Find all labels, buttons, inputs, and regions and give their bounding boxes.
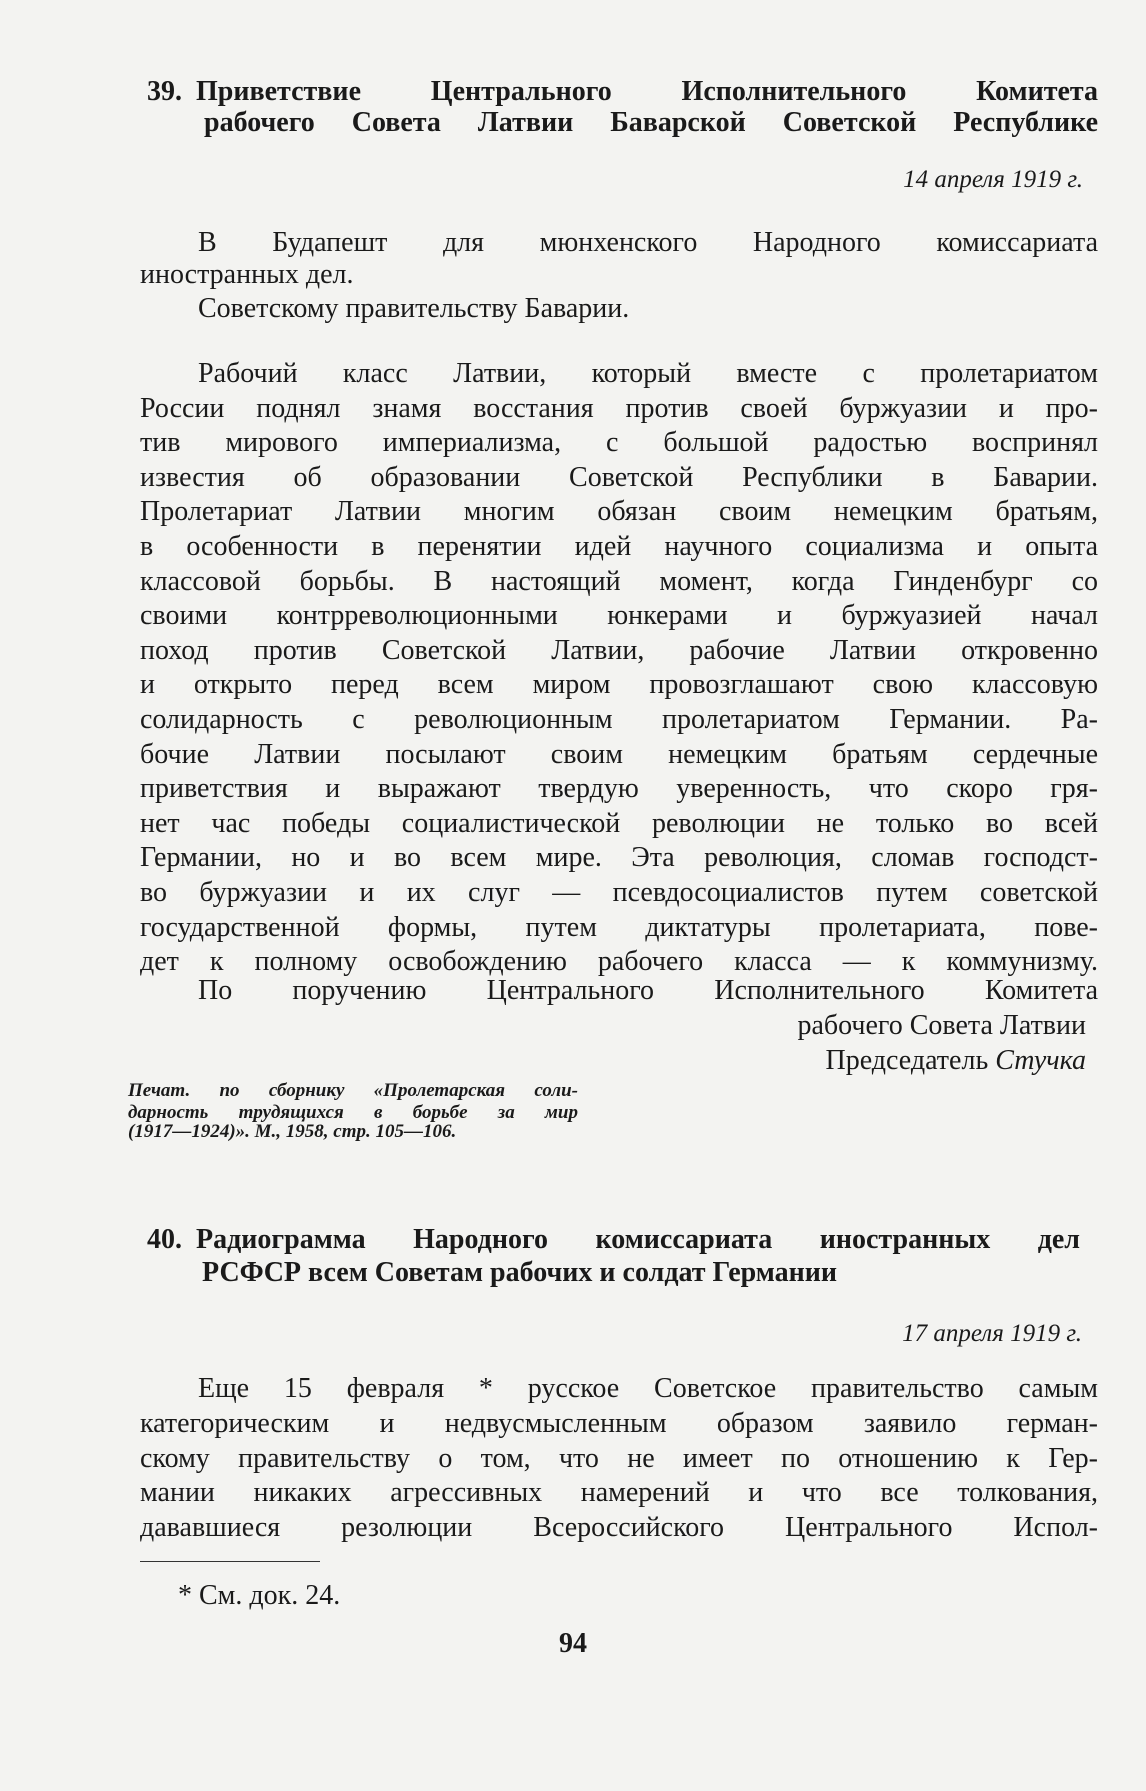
body-line: бочие Латвии посылают своим немецким братьям сердечные [140,738,1098,770]
body-line: Рабочий класс Латвии, который вместе с пролетариатом [198,358,1098,389]
body-line: в особенности в перенятии идей научного социализма и опыта [140,531,1098,562]
signer-name: Стучка [995,1045,1086,1076]
doc39-date: 14 апреля 1919 г. [903,166,1083,193]
doc40-number: 40. [147,1224,182,1255]
source-note-line: дарность трудящихся в борьбе за мир [128,1102,578,1123]
doc39-title-line: рабочего Совета Латвии Баварской Советской Республике [204,107,1098,138]
signature-line: По поручению Центрального Исполнительного Комитета [198,975,1098,1006]
body-line: во буржуазии и их слуг — псевдосоциалистов путем советской [140,877,1098,908]
source-note-line: (1917—1924)». М., 1958, стр. 105—106. [128,1121,457,1142]
footnote: * См. док. 24. [178,1580,341,1611]
footnote-divider [140,1561,320,1562]
body-line: солидарность с революционным пролетариатом Германии. Ра- [140,704,1098,735]
source-note-line: Печат. по сборнику «Пролетарская соли- [128,1080,578,1101]
body-line: Пролетариат Латвии многим обязан своим немецким братьям, [140,496,1098,528]
body-line: России поднял знамя восстания против своей буржуазии и про- [140,392,1098,424]
body-line: классовой борьбы. В настоящий момент, когда Гинденбург со [140,565,1098,597]
body-line: Еще 15 февраля * русское Советское правительство самым [198,1373,1098,1404]
body-line: своими контрреволюционными юнкерами и буржуазией начал [140,600,1098,632]
body-line: категорическим и недвусмысленным образом заявило герман- [140,1407,1098,1439]
doc39-number: 39. [147,76,182,107]
signer-title: Председатель [825,1045,989,1076]
body-line: скому правительству о том, что не имеет по отношению к Гер- [140,1442,1098,1474]
body-line: тив мирового империализма, с большой радостью воспринял [140,427,1098,459]
signature-line: рабочего Совета Латвии [797,1010,1086,1041]
doc40-date: 17 апреля 1919 г. [902,1320,1082,1347]
body-line: нет час победы социалистической революции не только во всей [140,807,1098,839]
body-line: и открыто перед всем миром провозглашают свою классовую [140,669,1098,701]
page-number: 94 [559,1628,587,1659]
address-line: В Будапешт для мюнхенского Народного комиссариата [198,227,1098,258]
body-line: государственной формы, путем диктатуры пролетариата, пове- [140,911,1098,943]
body-line: известия об образовании Советской Республики в Баварии. [140,461,1098,493]
body-line: поход против Советской Латвии, рабочие Латвии откровенно [140,634,1098,666]
body-line: мании никаких агрессивных намерений и что все толкования, [140,1477,1098,1509]
address-line: Советскому правительству Баварии. [198,293,630,324]
doc39-title-line: 39. Приветствие Центрального Исполнительного Комитета [147,74,1098,110]
doc40-title-line: 40. Радиограмма Народного комиссариата иностранных дел [147,1222,1080,1258]
body-line: приветствия и выражают твердую уверенность, что скоро гря- [140,773,1098,805]
signer [140,1043,1086,1079]
body-line: дававшиеся резолюции Всероссийского Центрального Испол- [140,1512,1098,1544]
body-line: дет к полному освобождению рабочего класса — к коммунизму. [140,946,1098,978]
address-line: иностранных дел. [140,259,354,290]
doc40-title-line: РСФСР всем Советам рабочих и солдат Германии [202,1257,838,1288]
body-line: Германии, но и во всем мире. Эта революция, сломав господст- [140,842,1098,874]
